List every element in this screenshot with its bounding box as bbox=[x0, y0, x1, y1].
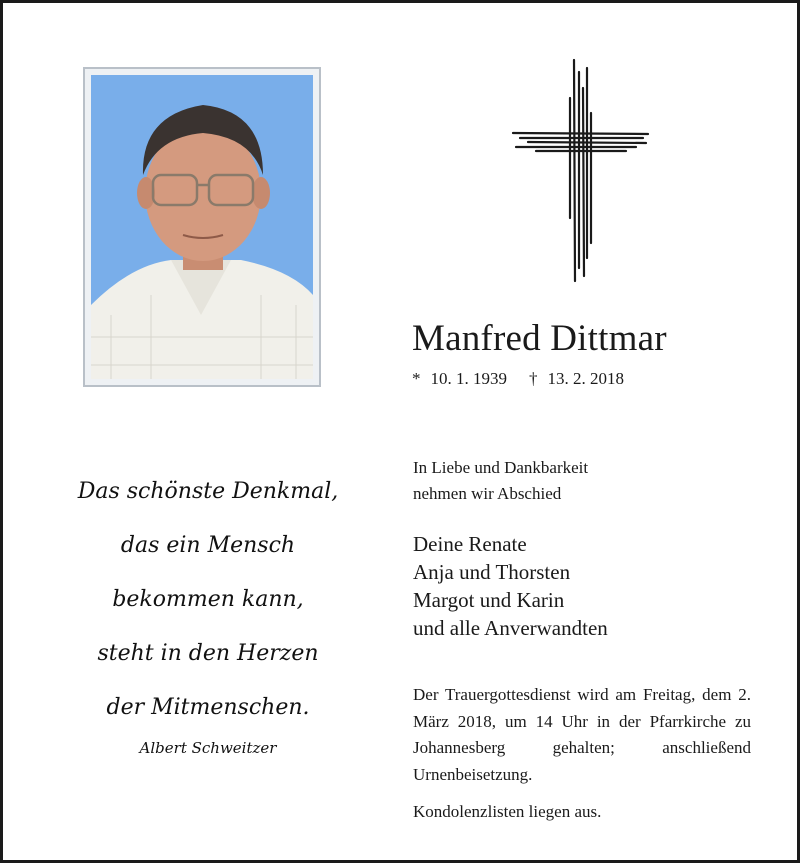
mourner-name: Deine Renate bbox=[413, 532, 527, 556]
deceased-name: Manfred Dittmar bbox=[412, 318, 667, 359]
quote-line: bekommen kann, bbox=[112, 587, 304, 612]
mourner-name: Margot und Karin bbox=[413, 588, 565, 612]
memorial-quote bbox=[63, 465, 353, 757]
death-symbol: † bbox=[529, 369, 538, 388]
quote-line: Das schönste Denkmal, bbox=[77, 479, 339, 504]
condolence-note: Kondolenzlisten liegen aus. bbox=[413, 802, 602, 821]
farewell-line: In Liebe und Dankbarkeit bbox=[413, 458, 589, 477]
death-date: 13. 2. 2018 bbox=[547, 369, 624, 388]
life-dates bbox=[412, 369, 624, 389]
quote-line: der Mitmenschen. bbox=[106, 695, 310, 720]
mourners-list bbox=[413, 530, 608, 642]
quote-line: steht in den Herzen bbox=[97, 641, 319, 666]
portrait-frame bbox=[83, 67, 321, 387]
birth-date: 10. 1. 1939 bbox=[430, 369, 507, 388]
mourner-name: und alle Anverwandten bbox=[413, 616, 608, 640]
portrait-photo bbox=[91, 75, 313, 379]
farewell-line: nehmen wir Abschied bbox=[413, 484, 562, 503]
quote-author: Albert Schweitzer bbox=[139, 739, 277, 757]
quote-line: das ein Mensch bbox=[120, 533, 296, 558]
cross-icon bbox=[508, 58, 653, 283]
farewell-text bbox=[413, 455, 588, 507]
mourner-name: Anja und Thorsten bbox=[413, 560, 571, 584]
birth-symbol: * bbox=[412, 369, 421, 388]
service-announcement: Der Trauergottesdienst wird am Freitag, dem 2. März 2018, um 14 Uhr in der Pfarrkirche zu Johannesberg gehalten; anschließend Urnenbeisetzung. bbox=[413, 685, 751, 784]
